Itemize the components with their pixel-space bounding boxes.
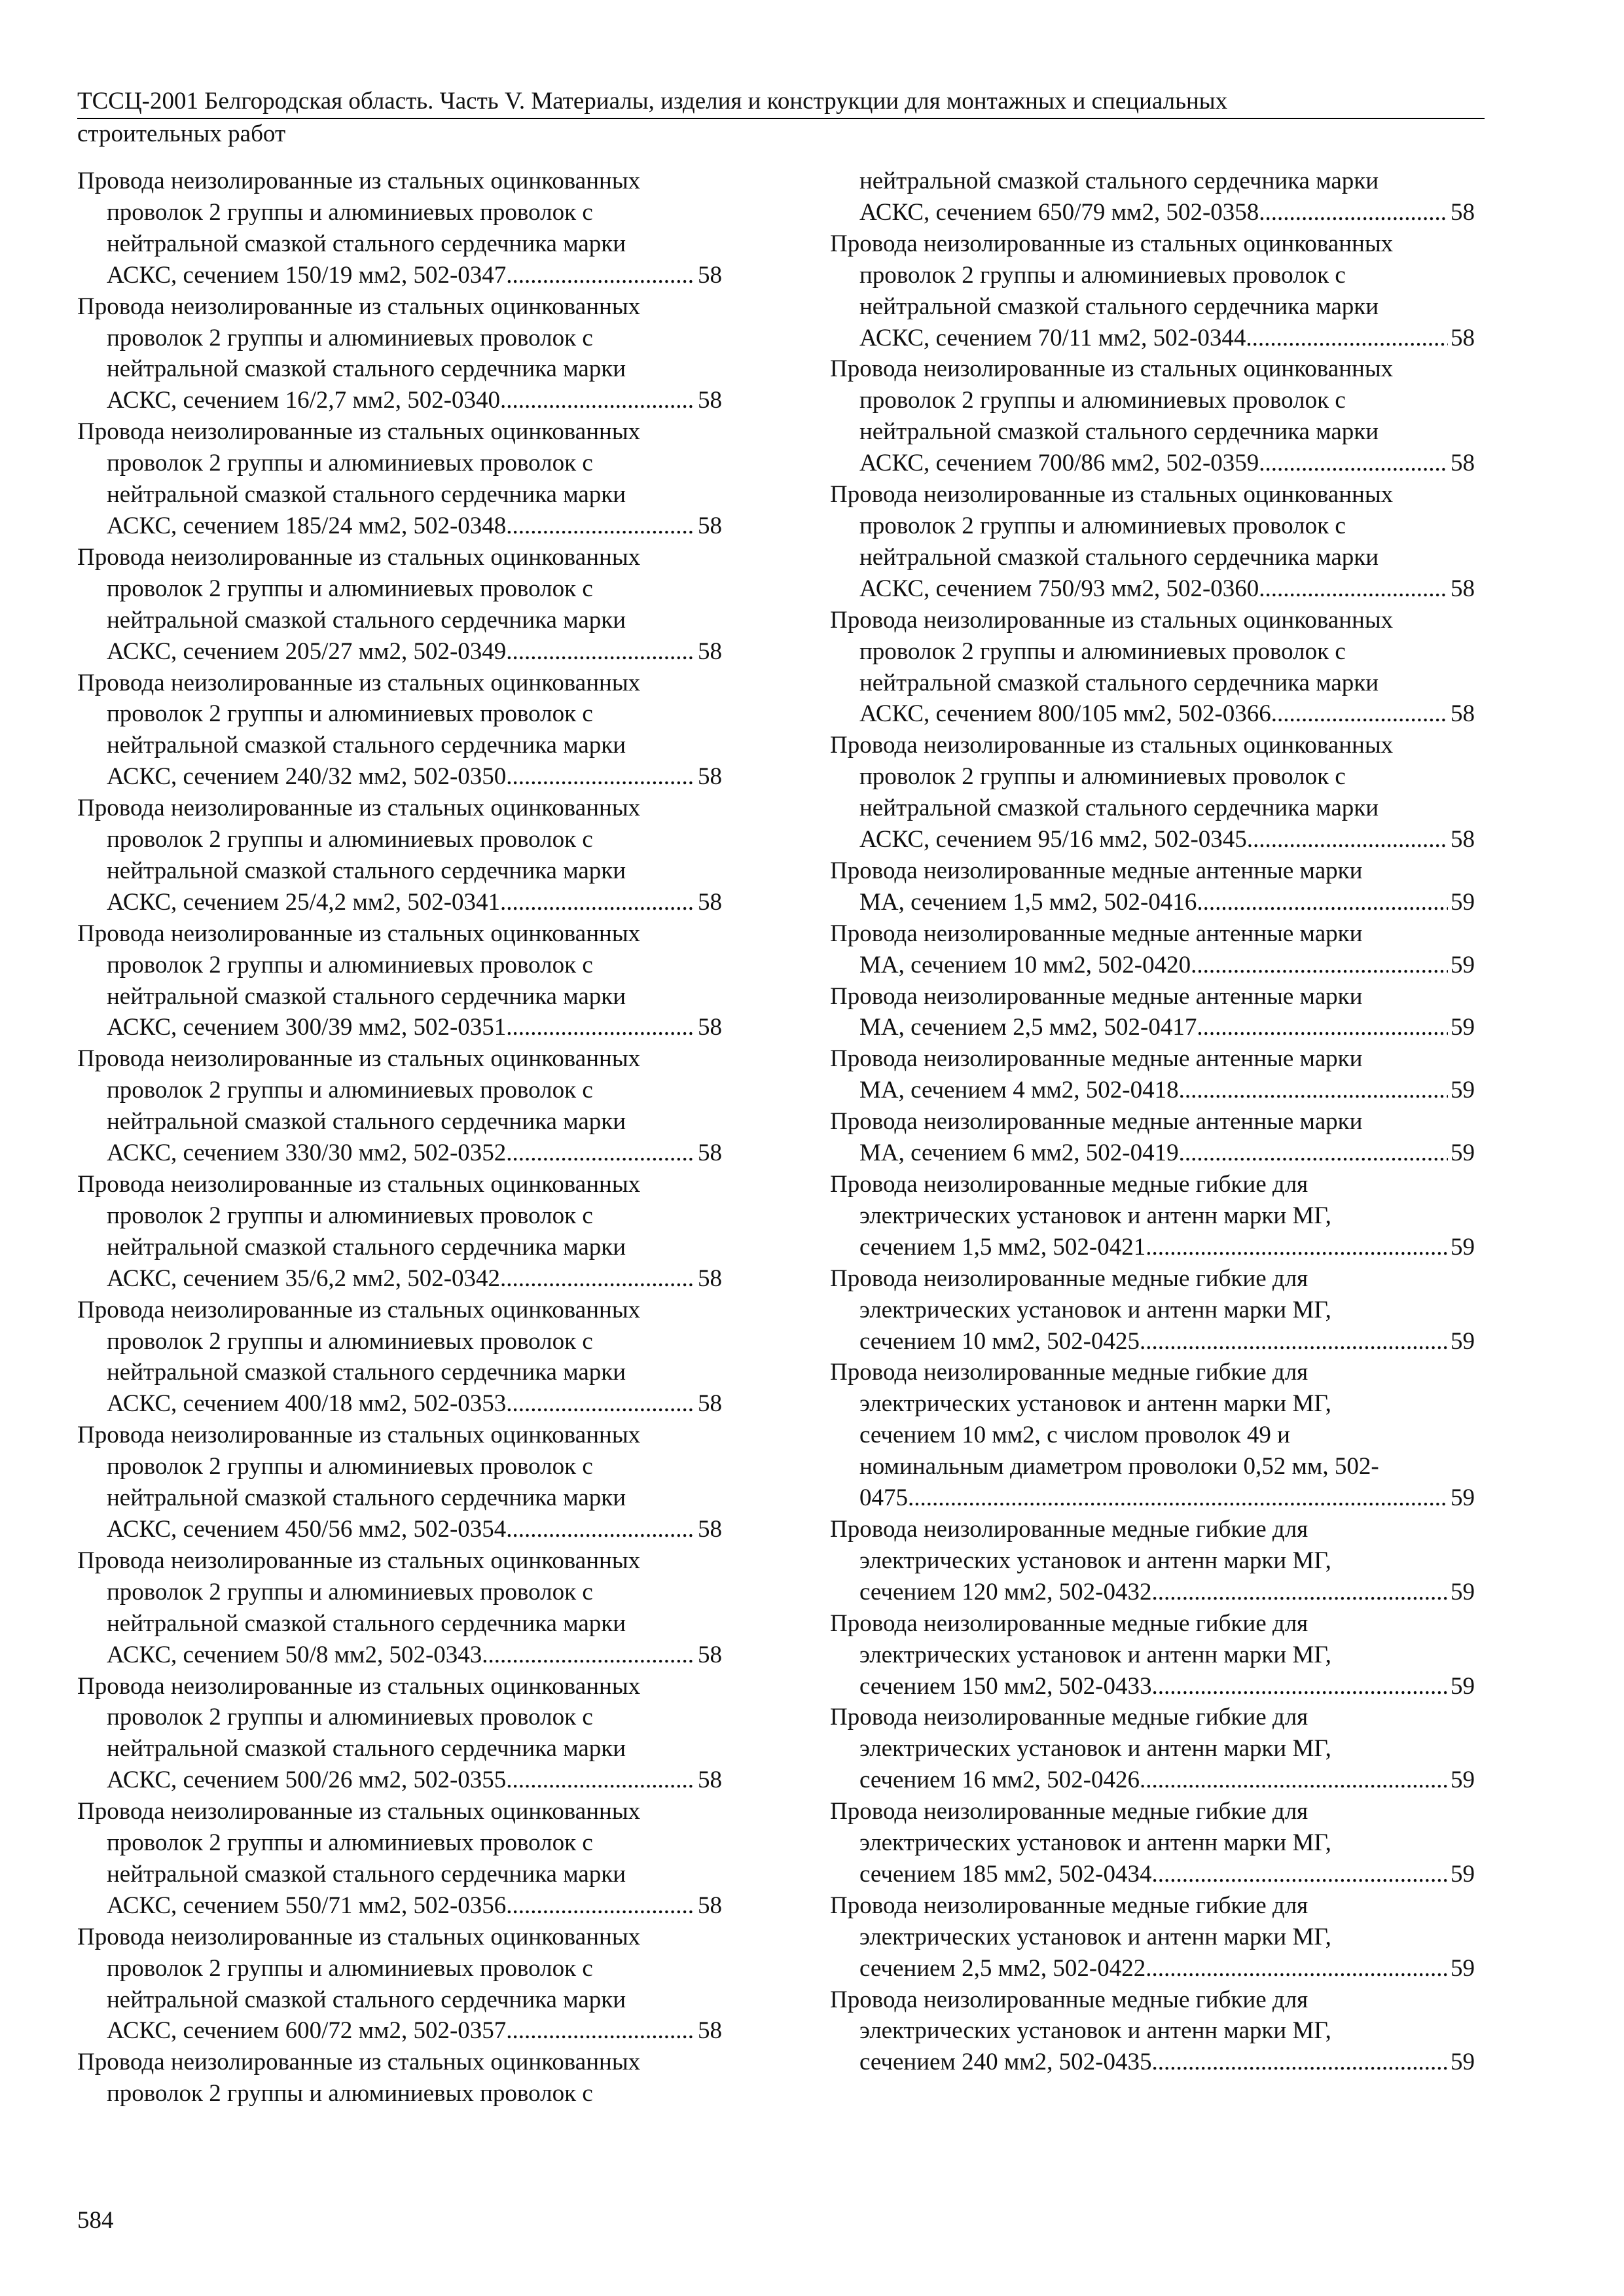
index-entry xyxy=(77,1796,722,1922)
entry-text: нейтральной смазкой стального сердечника марки xyxy=(107,732,626,759)
index-entry xyxy=(830,1608,1475,1702)
dot-leader xyxy=(1191,950,1448,981)
entry-last-line xyxy=(830,1765,1475,1796)
index-entry xyxy=(830,1263,1475,1357)
entry-text: Провода неизолированные из стальных оцинкованных xyxy=(77,1045,641,1073)
entry-page-number: 58 xyxy=(698,261,722,289)
entry-text: нейтральной смазкой стального сердечника марки xyxy=(107,481,626,509)
entry-text: нейтральной смазкой стального сердечника марки xyxy=(859,293,1379,320)
index-entry xyxy=(830,166,1475,228)
entry-last-line xyxy=(830,1326,1475,1357)
entry-text: Провода неизолированные медные гибкие для xyxy=(830,1171,1308,1198)
entry-text: Провода неизолированные медные антенные марки xyxy=(830,1108,1363,1136)
entry-text: проволок 2 группы и алюминиевых проволок с xyxy=(107,1202,593,1229)
index-entry xyxy=(830,353,1475,479)
entry-text: сечением 240 мм2, 502-0435 xyxy=(859,2049,1152,2076)
entry-text: Провода неизолированные из стальных оцинкованных xyxy=(77,1422,641,1449)
entry-last-line xyxy=(77,887,722,918)
entry-last-line xyxy=(77,1640,722,1671)
entry-text: Провода неизолированные из стальных оцинкованных xyxy=(77,168,641,194)
entry-text: нейтральной смазкой стального сердечника марки xyxy=(107,230,626,257)
entry-page-number: 59 xyxy=(1451,888,1475,916)
entry-text: Провода неизолированные медные гибкие для xyxy=(830,1515,1308,1543)
entry-last-line xyxy=(77,1388,722,1420)
entry-text: проволок 2 группы и алюминиевых проволок с xyxy=(107,1954,593,1982)
entry-text: сечением 120 мм2, 502-0432 xyxy=(859,1578,1152,1605)
entry-page-number: 59 xyxy=(1451,1578,1475,1605)
entry-page-number: 59 xyxy=(1451,1767,1475,1794)
dot-leader xyxy=(1140,1765,1448,1796)
dot-leader xyxy=(1152,1577,1449,1608)
dot-leader xyxy=(500,887,695,918)
entry-text: проволок 2 группы и алюминиевых проволок с xyxy=(107,1327,593,1355)
entry-text: АСКС, сечением 25/4,2 мм2, 502-0341 xyxy=(107,888,501,916)
dot-leader xyxy=(1271,698,1448,730)
entry-page-number: 59 xyxy=(1451,1327,1475,1355)
entry-text: нейтральной смазкой стального сердечника марки xyxy=(107,857,626,884)
dot-leader xyxy=(908,1482,1448,1514)
entry-last-line xyxy=(77,1263,722,1295)
entry-text: Провода неизолированные из стальных оцинкованных xyxy=(830,230,1394,257)
index-entry xyxy=(830,1796,1475,1890)
index-entry xyxy=(77,1545,722,1671)
entry-text: Провода неизолированные из стальных оцинкованных xyxy=(77,1923,641,1950)
index-entry xyxy=(830,730,1475,855)
entry-text: нейтральной смазкой стального сердечника марки xyxy=(859,543,1379,571)
entry-text: нейтральной смазкой стального сердечника марки xyxy=(107,1609,626,1637)
index-entry xyxy=(77,1420,722,1545)
dot-leader xyxy=(1197,887,1448,918)
index-entry xyxy=(77,166,722,291)
entry-text: Провода неизолированные из стальных оцинкованных xyxy=(830,481,1394,509)
index-entry xyxy=(77,542,722,668)
entry-text: АСКС, сечением 205/27 мм2, 502-0349 xyxy=(107,637,507,665)
entry-text: АСКС, сечением 800/105 мм2, 502-0366 xyxy=(859,700,1271,728)
entry-text: Провода неизолированные медные гибкие для xyxy=(830,1798,1308,1825)
entry-text: сечением 185 мм2, 502-0434 xyxy=(859,1860,1152,1888)
entry-last-line xyxy=(830,1012,1475,1043)
entry-page-number: 58 xyxy=(698,1641,722,1668)
entry-page-number: 58 xyxy=(1451,450,1475,477)
index-entry xyxy=(830,479,1475,605)
entry-page-number: 58 xyxy=(1451,198,1475,226)
entry-page-number: 58 xyxy=(698,387,722,414)
entry-last-line xyxy=(830,1482,1475,1514)
entry-page-number: 58 xyxy=(698,1767,722,1794)
entry-text: нейтральной смазкой стального сердечника марки xyxy=(107,1359,626,1386)
entry-text: проволок 2 группы и алюминиевых проволок с xyxy=(107,951,593,978)
entry-page-number: 58 xyxy=(698,637,722,665)
entry-last-line xyxy=(77,1890,722,1922)
entry-text: проволок 2 группы и алюминиевых проволок с xyxy=(107,450,593,477)
entry-text: АСКС, сечением 50/8 мм2, 502-0343 xyxy=(107,1641,482,1668)
entry-text: нейтральной смазкой стального сердечника марки xyxy=(107,355,626,383)
entry-text: сечением 16 мм2, 502-0426 xyxy=(859,1767,1140,1794)
dot-leader xyxy=(506,1138,695,1169)
entry-last-line xyxy=(77,1012,722,1043)
entry-last-line xyxy=(830,887,1475,918)
entry-last-line xyxy=(830,1953,1475,1984)
index-entry xyxy=(830,855,1475,918)
index-entry xyxy=(830,1106,1475,1169)
entry-page-number: 59 xyxy=(1451,951,1475,978)
dot-leader xyxy=(1146,1953,1448,1984)
entry-text: Провода неизолированные медные гибкие для xyxy=(830,1609,1308,1637)
index-entry xyxy=(830,1890,1475,1984)
index-entry xyxy=(77,793,722,918)
entry-page-number: 59 xyxy=(1451,2049,1475,2076)
entry-text: нейтральной смазкой стального сердечника марки xyxy=(107,1735,626,1763)
entry-text: проволок 2 группы и алюминиевых проволок с xyxy=(107,826,593,853)
entry-text: АСКС, сечением 600/72 мм2, 502-0357 xyxy=(107,2017,507,2045)
index-entry xyxy=(77,1169,722,1295)
entry-text: сечением 1,5 мм2, 502-0421 xyxy=(859,1233,1146,1261)
page-header xyxy=(77,86,1485,149)
dot-leader xyxy=(506,511,695,542)
entry-text: Провода неизолированные из стальных оцинкованных xyxy=(830,732,1394,759)
entry-page-number: 58 xyxy=(1451,575,1475,602)
entry-last-line xyxy=(830,1671,1475,1702)
index-entry xyxy=(77,416,722,542)
entry-page-number: 58 xyxy=(698,1515,722,1543)
dot-leader xyxy=(1259,197,1448,228)
entry-text: Провода неизолированные из стальных оцинкованных xyxy=(77,543,641,571)
entry-text: МА, сечением 10 мм2, 502-0420 xyxy=(859,951,1191,978)
entry-page-number: 58 xyxy=(1451,324,1475,351)
entry-text: проволок 2 группы и алюминиевых проволок с xyxy=(859,763,1346,791)
entry-text: Провода неизолированные из стальных оцинкованных xyxy=(77,1672,641,1700)
dot-leader xyxy=(482,1640,695,1671)
index-entry xyxy=(77,1295,722,1420)
entry-page-number: 59 xyxy=(1451,1233,1475,1261)
entry-page-number: 59 xyxy=(1451,1484,1475,1512)
index-entry xyxy=(830,1357,1475,1514)
entry-last-line xyxy=(830,573,1475,605)
entry-page-number: 58 xyxy=(698,888,722,916)
entry-text: Провода неизолированные из стальных оцинкованных xyxy=(77,1547,641,1574)
dot-leader xyxy=(1140,1326,1448,1357)
entry-last-line xyxy=(830,1138,1475,1169)
entry-page-number: 58 xyxy=(698,1014,722,1041)
entry-text: проволок 2 группы и алюминиевых проволок с xyxy=(107,1077,593,1104)
index-column-right xyxy=(830,166,1475,2078)
dot-leader xyxy=(506,761,695,793)
entry-last-line xyxy=(830,197,1475,228)
entry-text: Провода неизолированные из стальных оцинкованных xyxy=(77,1296,641,1323)
entry-text: нейтральной смазкой стального сердечника марки xyxy=(107,1108,626,1136)
entry-page-number: 58 xyxy=(1451,700,1475,728)
entry-text: нейтральной смазкой стального сердечника марки xyxy=(859,418,1379,446)
entry-text: нейтральной смазкой стального сердечника марки xyxy=(859,168,1379,194)
entry-last-line xyxy=(830,1859,1475,1890)
entry-page-number: 59 xyxy=(1451,1077,1475,1104)
entry-text: проволок 2 группы и алюминиевых проволок с xyxy=(107,2080,593,2108)
header-title-continued: строительных работ xyxy=(77,120,286,147)
entry-text: Провода неизолированные медные гибкие для xyxy=(830,1359,1308,1386)
entry-last-line xyxy=(830,1075,1475,1106)
entry-text: АСКС, сечением 95/16 мм2, 502-0345 xyxy=(859,826,1247,853)
page-number: 584 xyxy=(77,2207,114,2234)
entry-text: электрических установок и антенн марки МГ, xyxy=(859,1735,1331,1763)
entry-last-line xyxy=(830,1577,1475,1608)
entry-text: МА, сечением 1,5 мм2, 502-0416 xyxy=(859,888,1197,916)
dot-leader xyxy=(1152,2047,1449,2078)
index-entry xyxy=(830,1984,1475,2079)
entry-text: Провода неизолированные медные гибкие для xyxy=(830,1704,1308,1731)
entry-text: МА, сечением 6 мм2, 502-0419 xyxy=(859,1139,1179,1167)
entry-text: Провода неизолированные медные антенные марки xyxy=(830,982,1363,1010)
entry-text: АСКС, сечением 150/19 мм2, 502-0347 xyxy=(107,261,507,289)
entry-last-line xyxy=(77,1514,722,1545)
entry-page-number: 58 xyxy=(1451,826,1475,853)
entry-text: АСКС, сечением 750/93 мм2, 502-0360 xyxy=(859,575,1259,602)
entry-text: электрических установок и антенн марки МГ, xyxy=(859,1296,1331,1323)
entry-text: Провода неизолированные медные антенные марки xyxy=(830,920,1363,947)
entry-text: проволок 2 группы и алюминиевых проволок с xyxy=(107,1704,593,1731)
entry-text: нейтральной смазкой стального сердечника марки xyxy=(107,1233,626,1261)
dot-leader xyxy=(506,2015,695,2047)
entry-text: сечением 10 мм2, с числом проволок 49 и xyxy=(859,1422,1290,1449)
entry-page-number: 59 xyxy=(1451,1860,1475,1888)
entry-text: АСКС, сечением 300/39 мм2, 502-0351 xyxy=(107,1014,507,1041)
entry-text: Провода неизолированные медные гибкие для xyxy=(830,1892,1308,1919)
entry-text: Провода неизолированные из стальных оцинкованных xyxy=(77,293,641,320)
entry-page-number: 58 xyxy=(698,2017,722,2045)
dot-leader xyxy=(506,1890,695,1922)
entry-text: электрических установок и антенн марки МГ, xyxy=(859,1202,1331,1229)
entry-last-line xyxy=(77,1765,722,1796)
entry-text: электрических установок и антенн марки МГ, xyxy=(859,1547,1331,1574)
entry-last-line xyxy=(77,761,722,793)
index-entry xyxy=(830,605,1475,730)
entry-last-line xyxy=(830,2047,1475,2078)
index-entry xyxy=(77,1671,722,1797)
entry-text: МА, сечением 2,5 мм2, 502-0417 xyxy=(859,1014,1197,1041)
entry-text: нейтральной смазкой стального сердечника марки xyxy=(107,1484,626,1512)
entry-page-number: 58 xyxy=(698,512,722,539)
entry-text: проволок 2 группы и алюминиевых проволок с xyxy=(859,512,1346,539)
dot-leader xyxy=(506,1514,695,1545)
entry-text: нейтральной смазкой стального сердечника марки xyxy=(859,795,1379,822)
entry-last-line xyxy=(830,448,1475,479)
entry-text: нейтральной смазкой стального сердечника марки xyxy=(107,1986,626,2013)
entry-last-line xyxy=(77,1138,722,1169)
entry-text: АСКС, сечением 700/86 мм2, 502-0359 xyxy=(859,450,1259,477)
dot-leader xyxy=(500,385,695,416)
entry-text: Провода неизолированные из стальных оцинкованных xyxy=(77,1798,641,1825)
entry-last-line xyxy=(830,824,1475,855)
entry-page-number: 58 xyxy=(698,1390,722,1418)
entry-text: электрических установок и антенн марки МГ, xyxy=(859,2017,1331,2045)
entry-last-line xyxy=(77,385,722,416)
index-entry xyxy=(830,228,1475,354)
index-entry xyxy=(830,981,1475,1044)
entry-text: нейтральной смазкой стального сердечника марки xyxy=(107,1860,626,1888)
entry-text: Провода неизолированные медные гибкие для xyxy=(830,1986,1308,2013)
dot-leader xyxy=(500,1263,695,1295)
entry-text: проволок 2 группы и алюминиевых проволок с xyxy=(859,637,1346,665)
entry-text: АСКС, сечением 16/2,7 мм2, 502-0340 xyxy=(107,387,501,414)
entry-text: электрических установок и антенн марки МГ, xyxy=(859,1829,1331,1857)
dot-leader xyxy=(1247,824,1448,855)
entry-page-number: 59 xyxy=(1451,1139,1475,1167)
entry-text: сечением 2,5 мм2, 502-0422 xyxy=(859,1954,1146,1982)
entry-text: АСКС, сечением 450/56 мм2, 502-0354 xyxy=(107,1515,507,1543)
entry-text: АСКС, сечением 550/71 мм2, 502-0356 xyxy=(107,1892,507,1919)
entry-text: АСКС, сечением 240/32 мм2, 502-0350 xyxy=(107,763,507,791)
dot-leader xyxy=(1179,1138,1448,1169)
dot-leader xyxy=(1152,1859,1449,1890)
entry-text: АСКС, сечением 400/18 мм2, 502-0353 xyxy=(107,1390,507,1418)
entry-page-number: 58 xyxy=(698,1892,722,1919)
entry-text: проволок 2 группы и алюминиевых проволок с xyxy=(107,575,593,602)
entry-page-number: 58 xyxy=(698,1265,722,1292)
dot-leader xyxy=(1179,1075,1448,1106)
entry-text: нейтральной смазкой стального сердечника марки xyxy=(107,606,626,634)
entry-text: проволок 2 группы и алюминиевых проволок с xyxy=(107,198,593,226)
entry-text: проволок 2 группы и алюминиевых проволок с xyxy=(107,1453,593,1480)
entry-last-line xyxy=(77,260,722,291)
entry-text: электрических установок и антенн марки МГ, xyxy=(859,1641,1331,1668)
index-entry xyxy=(77,2047,722,2109)
entry-text: АСКС, сечением 500/26 мм2, 502-0355 xyxy=(107,1767,507,1794)
entry-last-line xyxy=(830,950,1475,981)
entry-text: АСКС, сечением 35/6,2 мм2, 502-0342 xyxy=(107,1265,501,1292)
index-entry xyxy=(77,1922,722,2047)
entry-text: Провода неизолированные из стальных оцинкованных xyxy=(77,669,641,696)
entry-last-line xyxy=(830,698,1475,730)
entry-text: Провода неизолированные медные гибкие для xyxy=(830,1265,1308,1292)
dot-leader xyxy=(506,260,695,291)
entry-text: сечением 10 мм2, 502-0425 xyxy=(859,1327,1140,1355)
entry-page-number: 59 xyxy=(1451,1672,1475,1700)
dot-leader xyxy=(506,1388,695,1420)
entry-text: АСКС, сечением 185/24 мм2, 502-0348 xyxy=(107,512,507,539)
entry-text: МА, сечением 4 мм2, 502-0418 xyxy=(859,1077,1179,1104)
entry-text: проволок 2 группы и алюминиевых проволок с xyxy=(107,1829,593,1857)
entry-page-number: 59 xyxy=(1451,1014,1475,1041)
entry-text: Провода неизолированные из стальных оцинкованных xyxy=(77,920,641,947)
index-column-left xyxy=(77,166,722,2109)
entry-page-number: 58 xyxy=(698,763,722,791)
entry-last-line xyxy=(77,636,722,668)
entry-text: электрических установок и антенн марки МГ, xyxy=(859,1923,1331,1950)
entry-page-number: 59 xyxy=(1451,1954,1475,1982)
dot-leader xyxy=(1259,448,1448,479)
dot-leader xyxy=(506,636,695,668)
entry-text: проволок 2 группы и алюминиевых проволок с xyxy=(859,387,1346,414)
dot-leader xyxy=(1246,323,1448,354)
entry-text: проволок 2 группы и алюминиевых проволок с xyxy=(107,700,593,728)
dot-leader xyxy=(1152,1671,1449,1702)
entry-text: проволок 2 группы и алюминиевых проволок с xyxy=(107,1578,593,1605)
entry-text: нейтральной смазкой стального сердечника марки xyxy=(859,669,1379,696)
header-title: ТССЦ-2001 Белгородская область. Часть V. Материалы, изделия и конструкции для монтажных и специальных xyxy=(77,86,1485,119)
entry-text: Провода неизолированные из стальных оцинкованных xyxy=(830,355,1394,383)
entry-text: 0475 xyxy=(859,1484,908,1512)
entry-last-line xyxy=(77,2015,722,2047)
index-entry xyxy=(830,1514,1475,1608)
entry-text: Провода неизолированные медные антенные марки xyxy=(830,1045,1363,1073)
entry-text: АСКС, сечением 650/79 мм2, 502-0358 xyxy=(859,198,1259,226)
entry-page-number: 58 xyxy=(698,1139,722,1167)
index-entry xyxy=(77,668,722,793)
entry-last-line xyxy=(830,1232,1475,1263)
entry-text: проволок 2 группы и алюминиевых проволок с xyxy=(859,261,1346,289)
entry-text: АСКС, сечением 330/30 мм2, 502-0352 xyxy=(107,1139,507,1167)
entry-text: электрических установок и антенн марки МГ, xyxy=(859,1390,1331,1418)
index-entry xyxy=(830,1043,1475,1106)
entry-text: Провода неизолированные из стальных оцинкованных xyxy=(77,795,641,822)
entry-text: Провода неизолированные из стальных оцинкованных xyxy=(830,606,1394,634)
entry-text: номинальным диаметром проволоки 0,52 мм, 502- xyxy=(859,1453,1379,1480)
dot-leader xyxy=(1259,573,1448,605)
index-entry xyxy=(77,918,722,1044)
index-entry xyxy=(830,918,1475,981)
index-entry xyxy=(77,1043,722,1169)
index-entry xyxy=(830,1169,1475,1263)
index-entry xyxy=(77,291,722,417)
entry-text: проволок 2 группы и алюминиевых проволок с xyxy=(107,324,593,351)
dot-leader xyxy=(1197,1012,1448,1043)
entry-last-line xyxy=(77,511,722,542)
entry-text: АСКС, сечением 70/11 мм2, 502-0344 xyxy=(859,324,1246,351)
entry-last-line xyxy=(830,323,1475,354)
entry-text: Провода неизолированные из стальных оцинкованных xyxy=(77,2049,641,2076)
entry-text: нейтральной смазкой стального сердечника марки xyxy=(107,982,626,1010)
entry-text: Провода неизолированные медные антенные марки xyxy=(830,857,1363,884)
dot-leader xyxy=(1146,1232,1448,1263)
entry-text: Провода неизолированные из стальных оцинкованных xyxy=(77,1171,641,1198)
entry-text: Провода неизолированные из стальных оцинкованных xyxy=(77,418,641,446)
dot-leader xyxy=(506,1012,695,1043)
dot-leader xyxy=(506,1765,695,1796)
entry-text: сечением 150 мм2, 502-0433 xyxy=(859,1672,1152,1700)
index-entry xyxy=(830,1702,1475,1796)
